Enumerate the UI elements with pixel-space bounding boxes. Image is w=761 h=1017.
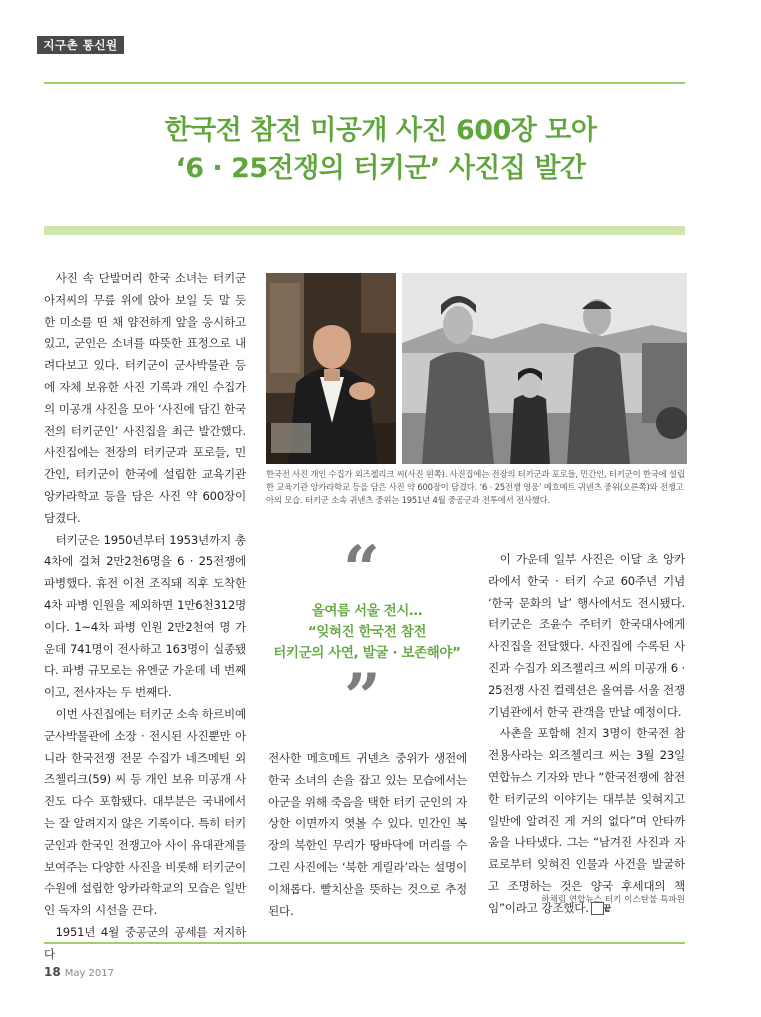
byline: 하채림 연합뉴스 터키 이스탄불 특파원 (541, 895, 685, 905)
body-paragraph: 이번 사진집에는 터키군 소속 하르비예 군사박물관에 소장 · 전시된 사진뿐만 아니라 한국전쟁 전문 수집가 네즈메틴 외즈첼리크(59) 씨 등 개인 보유 미공개 사진도 다수 포함됐다. 대부분은 국내에서는 잘 알려지지 않은 기록이다. 특히 터키군인과 한국인 전쟁고아 사이 유대관계를 보여주는 다양한 사진을 비롯해 터키군이 수원에 설립한 앙카라학교의 모습은 일반인 독자의 시선을 끈다. (44, 706, 246, 918)
page-number: 18 (44, 965, 61, 979)
body-paragraph: 이 가운데 일부 사진은 이달 초 앙카라에서 한국 · 터키 수교 60주년 기념 ‘한국 문화의 날’ 행사에서도 전시됐다. 터키군은 조윤수 주터키 한국대사에게 사진집을 전달했다. 사진집에 수록된 사진과 수집가 외즈첼리크 씨의 미공개 6 · 25전쟁 사진 컬렉션은 올여름 서울 전쟁기념관에서 한국 관객을 만날 예정이다. (488, 552, 685, 719)
body-paragraph (488, 723, 685, 919)
open-quote-icon: “ (343, 532, 380, 607)
body-paragraph: 전사한 메흐메트 귀넨츠 중위가 생전에 한국 소녀의 손을 잡고 있는 모습에서는 아군을 위해 죽음을 택한 터키 군인의 자상한 이면까지 엿볼 수 있다. 민간인 복장의 북한인 무리가 땅바닥에 머리를 수그린 사진에는 ‘북한 게릴라’라는 설명이 이채롭다. 빨치산을 뜻하는 것으로 추정된다. (268, 751, 467, 918)
photo-caption: 한국전 사진 개인 수집가 외즈첼리크 씨(사진 왼쪽). 사진집에는 전장의 터키군과 포로들, 민간인, 터키군이 한국에 설립한 교육기관 앙카라학교 등을 담은 사진 약 600장이 담겼다. ‘6 · 25전쟁 영웅’ 메흐메트 귀넨츠 중위(오른쪽)와 전쟁고아의 모습. 터키군 소속 귀넨츠 중위는 1951년 4월 중공군과 전투에서 전사했다. (266, 469, 685, 505)
body-paragraph-text: 사촌을 포함해 친지 3명이 한국전 참전용사라는 외즈첼리크 씨는 3월 23일 연합뉴스 기자와 만나 “한국전쟁에 참전한 터키군의 이야기는 대부분 잊혀지고 일반에 알려진 게 거의 없다”며 안타까움을 나타냈다. 그는 “남겨진 사진과 자료로부터 잊혀진 인물과 사건을 발굴하고 조명하는 것은 양국 후세대의 책임”이라고 강조했다. (488, 726, 685, 915)
body-paragraph: 사진 속 단발머리 한국 소녀는 터키군 아저씨의 무릎 위에 앉아 보일 듯 말 듯 한 미소를 띤 채 얌전하게 앞을 응시하고 있고, 군인은 소녀를 따뜻한 표정으로 내려다보고 있다. 터키군이 군사박물관 등에 자체 보유한 사진 기록과 개인 수집가의 미공개 사진을 모아 ‘사진에 담긴 한국전의 터키군인’ 사진집을 최근 발간했다. 사진집에는 전장의 터키군과 포로들, 민간인, 터키군이 한국에 설립한 교육기관 앙카라학교 등을 담은 사진 약 600장이 담겼다. (44, 271, 246, 525)
close-quote-icon: ” (344, 660, 381, 735)
page-footer (44, 965, 114, 979)
pull-quote (256, 601, 478, 664)
photo-soldiers-illustration (402, 273, 687, 464)
photo-collector (266, 273, 396, 464)
pull-quote-line: 올여름 서울 전시… (311, 604, 423, 619)
pull-quote-line: 터키군의 사연, 발굴 · 보존해야” (273, 646, 461, 661)
section-tag: 지구촌 통신원 (37, 36, 124, 54)
body-column-left (44, 268, 246, 966)
body-column-right (488, 549, 685, 920)
bottom-rule (44, 942, 685, 944)
body-paragraph: 1951년 4월 중공군의 공세를 저지하다 (44, 924, 246, 961)
photo-collector-illustration (266, 273, 396, 464)
end-mark-icon: 끝 (591, 902, 604, 915)
body-paragraph: 터키군은 1950년부터 1953년까지 총 4차에 걸쳐 2만2천6명을 6 · 25전쟁에 파병했다. 휴전 이전 조직돼 직후 도착한 4차 파병 인원을 제외하면 1만6천312명이다. 1~4차 파병 인원 2만2천여 명 가운데 741명이 전사하고 163명이 실종됐다. 파병 규모로는 유엔군 가운데 네 번째이고, 전사자는 두 번째다. (44, 532, 246, 700)
article-title (44, 112, 717, 188)
pull-quote-line: “잊혀진 한국전 참전 (307, 625, 427, 640)
top-rule (44, 82, 685, 84)
title-line-1: 한국전 참전 미공개 사진 600장 모아 (164, 115, 597, 146)
title-line-2: ‘6 · 25전쟁의 터키군’ 사진집 발간 (175, 153, 586, 184)
issue-date: May 2017 (64, 968, 115, 979)
body-column-middle (268, 748, 467, 922)
title-rule (44, 226, 685, 235)
photo-soldiers-with-child (402, 273, 687, 464)
